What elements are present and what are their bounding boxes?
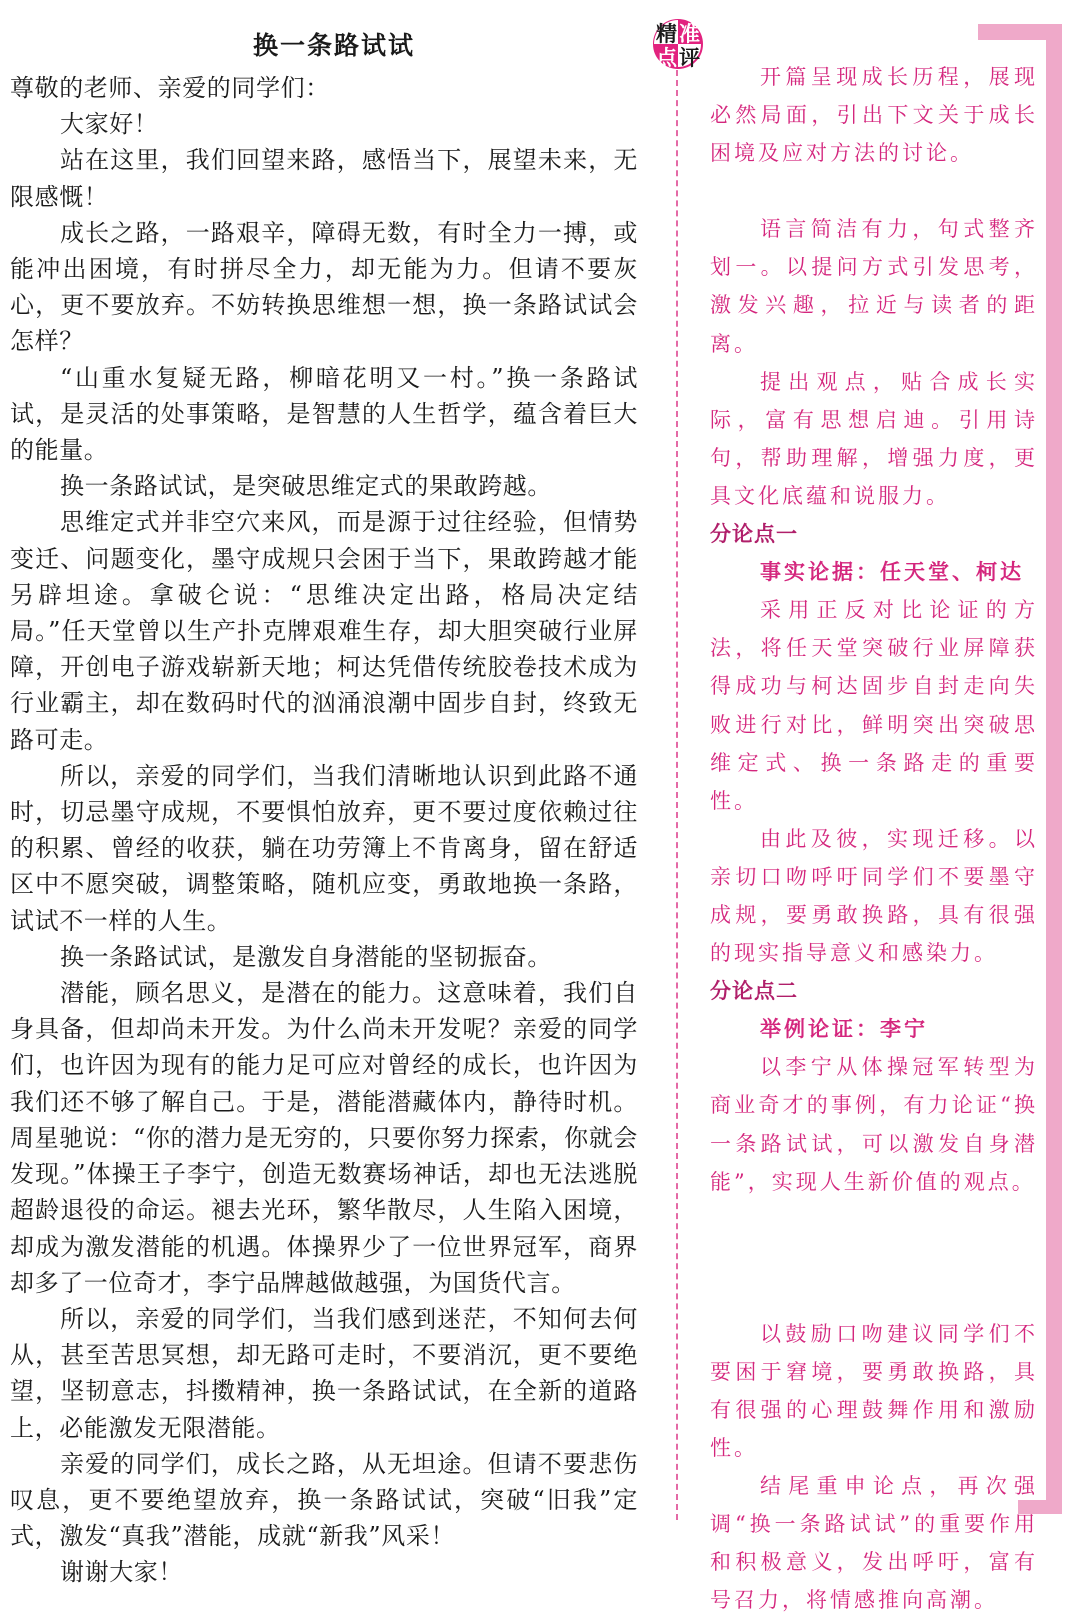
comment-opening: 开篇呈现成长历程，展现必然局面，引出下文关于成长困境及应对方法的讨论。 [710,65,1038,166]
badge-char: 准 [679,22,700,46]
spacer [710,1201,1038,1315]
badge-char: 点 [656,46,677,70]
essay-paragraph: 所以，亲爱的同学们，当我们清晰地认识到此路不通时，切忌墨守成规，不要惧怕放弃，更不要过度依赖过往的积累、曾经的收获，躺在功劳簿上不肯离身，留在舒适区中不愿突破，调整策略，随机应变，勇敢地换一条路，试试不一样的人生。 [10,761,638,935]
essay-paragraph: 大家好！ [60,110,159,139]
essay-paragraph: 潜能，顾名思义，是潜在的能力。这意味着，我们自身具备，但却尚未开发。为什么尚未开发呢？亲爱的同学们，也许因为现有的能力足可应对曾经的成长，也许因为我们还不够了解自己。于是，潜能潜藏体内，静待时机。周星驰说：“你的潜力是无穷的，只要你努力探索，你就会发现。”体操王子李宁，创造无数赛场神话，却也无法逃脱超龄退役的命运。褪去光环，繁华散尽，人生陷入困境，却成为激发潜能的机遇。体操界少了一位世界冠军，商界却多了一位奇才，李宁品牌越做越强，为国货代言。 [10,979,638,1297]
essay-title: 换一条路试试 [252,31,415,60]
essay-paragraph: 换一条路试试，是激发自身潜能的坚韧振奋。 [60,942,552,971]
badge-char: 评 [679,46,700,70]
essay-paragraph: 所以，亲爱的同学们，当我们感到迷茫，不知何去何从，甚至苦思冥想，却无路可走时，不要消沉，更不要绝望，坚韧意志，抖擞精神，换一条路试试，在全新的道路上，必能激发无限潜能。 [10,1304,638,1442]
review-badge [650,16,706,72]
essay-paragraph: 站在这里，我们回望来路，感悟当下，展望未来，无限感慨！ [10,146,638,211]
comment-contrast: 采用正反对比论证的方法，将任天堂突破行业屏障获得成功与柯达固步自封走向失败进行对比，鲜明突出突破思维定式、换一条路走的重要性。 [710,598,1038,813]
column-divider [676,70,678,1520]
comment-evidence-2: 举例论证：李宁 [760,1016,928,1042]
essay-paragraph: 成长之路，一路艰辛，障碍无数，有时全力一搏，或能冲出困境，有时拼尽全力，却无能为力。但请不要灰心，更不要放弃。不妨转换思维想一想，换一条路试试会怎样？ [10,218,638,356]
essay-paragraph: “山重水复疑无路，柳暗花明又一村。”换一条路试试，是灵活的处事策略，是智慧的人生哲学，蕴含着巨大的能量。 [10,363,638,465]
essay-paragraph: 换一条路试试，是突破思维定式的果敢跨越。 [60,472,552,501]
comment-language: 语言简洁有力，句式整齐划一。以提问方式引发思考，激发兴趣，拉近与读者的距离。 [710,217,1038,356]
essay-paragraph: 思维定式并非空穴来风，而是源于过往经验，但情势变迁、问题变化，墨守成规只会困于当下，果敢跨越才能另辟坦途。拿破仑说：“思维决定出路，格局决定结局。”任天堂曾以生产扑克牌艰难生存，却大胆突破行业屏障，开创电子游戏崭新天地；柯达凭借传统胶卷技术成为行业霸主，却在数码时代的汹涌浪潮中固步自封，终致无路可走。 [10,508,638,754]
comment-example: 以李宁从体操冠军转型为商业奇才的事例，有力论证“换一条路试试，可以激发自身潜能”，实现人生新价值的观点。 [710,1055,1038,1194]
spacer [710,172,1038,210]
comment-transfer: 由此及彼，实现迁移。以亲切口吻呼吁同学们不要墨守成规，要勇敢换路，具有很强的现实指导意义和感染力。 [710,826,1038,966]
essay [10,26,638,1591]
subpoint-heading-1: 分论点一 [710,522,798,547]
badge-char: 精 [656,22,677,46]
subpoint-heading-2: 分论点二 [710,979,798,1004]
comment-evidence-1: 事实论据：任天堂、柯达 [760,559,1024,585]
bracket-side [1046,24,1062,1514]
comment-encouragement: 以鼓励口吻建议同学们不要困于窘境，要勇敢换路，具有很强的心理鼓舞作用和激励性。 [710,1321,1038,1460]
salutation: 尊敬的老师、亲爱的同学们： [10,74,330,102]
comment-thesis: 提出观点，贴合成长实际，富有思想启迪。引用诗句，帮助理解，增强力度，更具文化底蕴和说服力。 [710,369,1038,508]
essay-paragraph: 谢谢大家！ [60,1558,183,1587]
commentary-column [710,58,1038,1619]
essay-paragraph: 亲爱的同学们，成长之路，从无坦途。但请不要悲伤叹息，更不要绝望放弃，换一条路试试，突破“旧我”定式，激发“真我”潜能，成就“新我”风采！ [10,1449,638,1551]
comment-conclusion: 结尾重申论点，再次强调“换一条路试试”的重要作用和积极意义，发出呼吁，富有号召力，将情感推向高潮。 [710,1474,1038,1613]
